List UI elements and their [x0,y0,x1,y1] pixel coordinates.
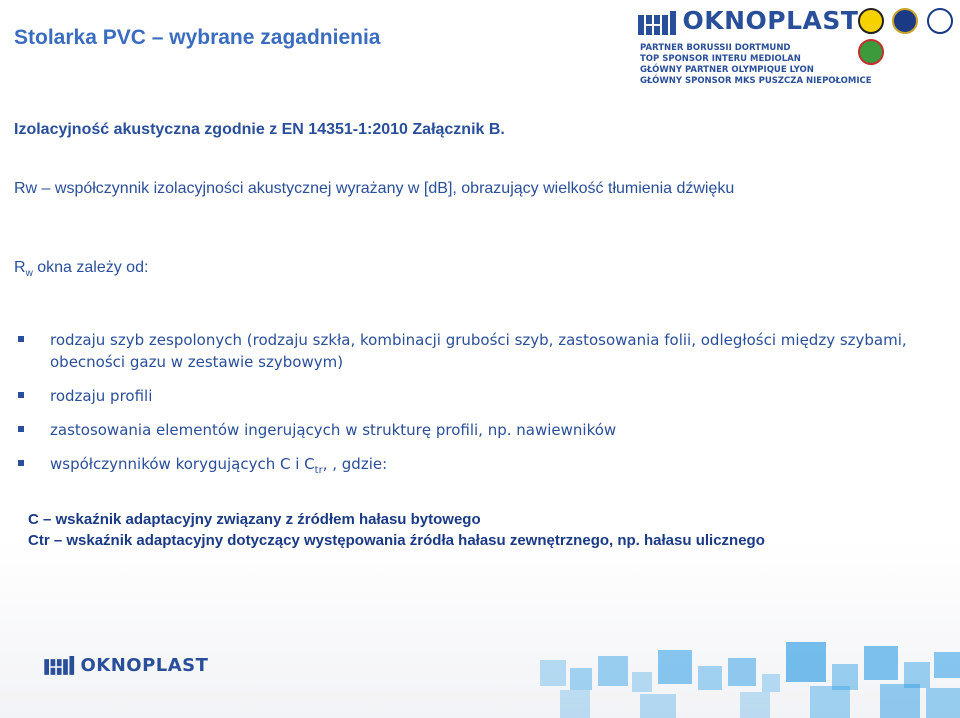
slide-title: Stolarka PVC – wybrane zagadnienia [14,26,381,49]
partner-line: TOP SPONSOR INTERU MEDIOLAN [640,54,801,64]
partner-line: GŁÓWNY SPONSOR MKS PUSZCZA NIEPOŁOMICE [640,76,872,86]
rw-tail: okna zależy od: [32,259,149,276]
rw-subscript: w [25,268,33,280]
lyon-badge-icon [927,8,953,34]
partner-line: GŁÓWNY PARTNER OLYMPIQUE LYON [640,65,814,75]
oknoplast-mark-icon [44,656,76,678]
bullet4-tail: , , gdzie: [322,455,388,473]
club-badges [858,8,960,70]
oknoplast-mark-icon [638,11,678,39]
puszcza-badge-icon [858,39,884,65]
list-item: zastosowania elementów ingerujących w strukturę profili, np. nawiewników [14,419,914,441]
list-item [14,453,914,482]
list-item: rodzaju profili [14,385,914,407]
note-c: C – wskaźnik adaptacyjny związany z źródłem hałasu bytowego [28,511,481,528]
partner-line: PARTNER BORUSSII DORTMUND [640,43,791,53]
list-item: rodzaju szyb zespolonych (rodzaju szkła, kombinacji grubości szyb, zastosowania folii, odległości między szybami, obecności gazu w zestawie szybowym) [14,329,914,373]
footer-logo-text: OKNOPLAST [80,655,209,676]
logo-text: OKNOPLAST [682,6,859,35]
inter-badge-icon [892,8,918,34]
ctr-subscript: tr [314,465,323,476]
oknoplast-logo-bottom [44,655,208,678]
rw-symbol: R [14,259,26,276]
note-ctr: Ctr – wskaźnik adaptacyjny dotyczący występowania źródła hałasu zewnętrznego, np. hałasu ulicznego [28,532,765,549]
bvb-badge-icon [858,8,884,34]
section-subtitle: Izolacyjność akustyczna zgodnie z EN 14351-1:2010 Załącznik B. [14,121,505,138]
notes [28,509,765,551]
decorative-tiles [540,628,960,718]
factor-list [14,329,914,494]
rw-definition: Rw – współczynnik izolacyjności akustycznej wyrażany w [dB], obrazujący wielkość tłumienia dźwięku [14,180,735,197]
oknoplast-logo-top [638,6,858,39]
rw-depends-line [14,259,148,279]
bullet4-text: współczynników korygujących C i C [50,455,315,473]
